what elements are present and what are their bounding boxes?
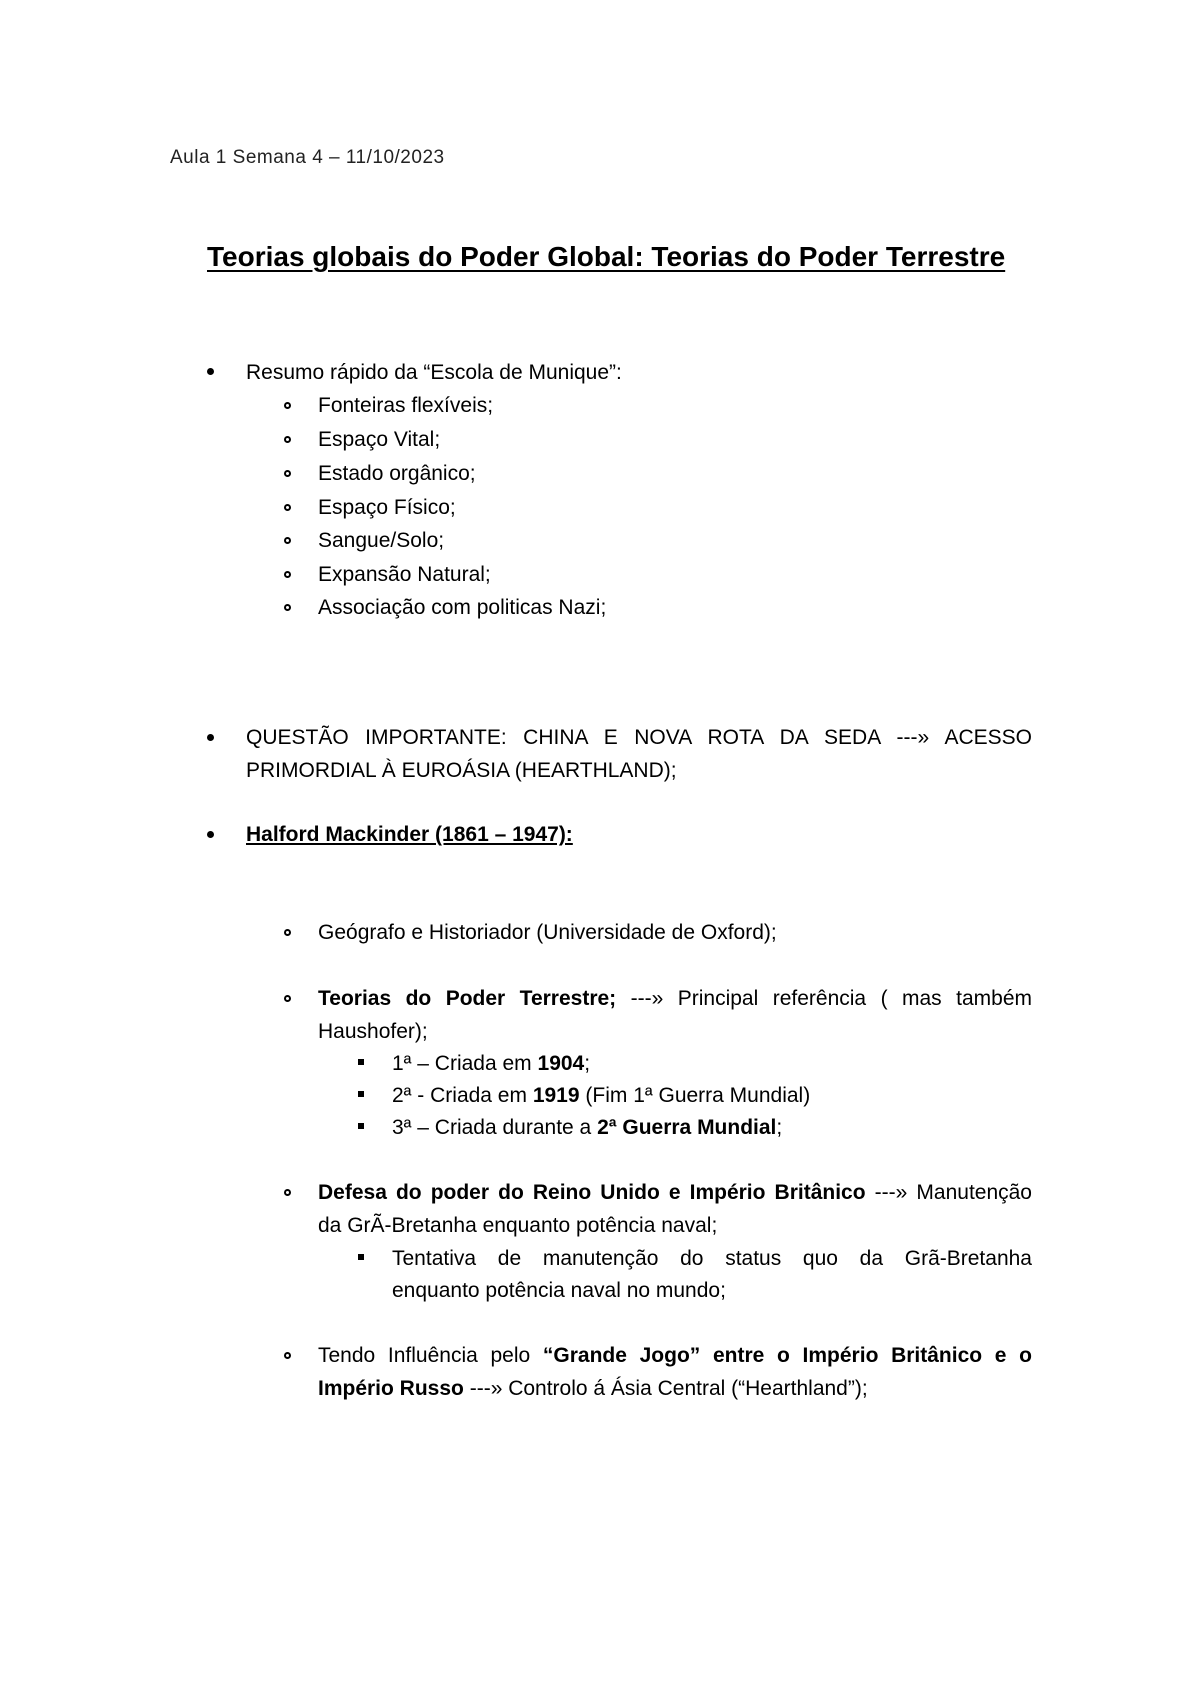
- bullet-circle: [284, 604, 291, 611]
- sub-item: [392, 1085, 810, 1106]
- sub-item-continuation: enquanto potência naval no mundo;: [392, 1279, 726, 1302]
- header-note: Aula 1 Semana 4 – 11/10/2023: [170, 147, 445, 168]
- bullet-disc: [207, 831, 214, 838]
- list-item: [318, 988, 1032, 1009]
- bullet-circle: [284, 470, 291, 477]
- sub-item-text: ;: [584, 1052, 591, 1075]
- item-text: ---» Manutenção: [865, 1181, 1032, 1204]
- bullet-disc: [207, 368, 214, 375]
- list-item: Sangue/Solo;: [318, 529, 445, 552]
- list-item: Espaço Físico;: [318, 496, 456, 519]
- item-bold-text: Defesa do poder do Reino Unido e Império Britânico: [318, 1181, 866, 1204]
- sub-item-bold: 2ª Guerra Mundial: [597, 1116, 777, 1139]
- list-item: [318, 1345, 1032, 1366]
- bullet-circle: [284, 436, 291, 443]
- sub-item-text: (Fim 1ª Guerra Mundial): [579, 1084, 811, 1107]
- item-continuation: da GrÃ-Bretanha enquanto potência naval;: [318, 1214, 718, 1237]
- bullet-circle: [284, 504, 291, 511]
- bullet-circle: [284, 537, 291, 544]
- sub-item-text: ;: [776, 1116, 783, 1139]
- item-text: ---» Controlo á Ásia Central (“Hearthland”);: [463, 1377, 868, 1400]
- bullet-square: [358, 1091, 364, 1097]
- list-item: Estado orgânico;: [318, 462, 476, 485]
- sub-item-text: 1ª – Criada em: [392, 1052, 538, 1075]
- list-item: [318, 1182, 1032, 1203]
- section2-line2: PRIMORDIAL À EUROÁSIA (HEARTHLAND);: [246, 759, 677, 782]
- item-bold-text: Teorias do Poder Terrestre;: [318, 987, 617, 1010]
- bullet-circle: [284, 995, 291, 1002]
- list-item: Associação com politicas Nazi;: [318, 596, 607, 619]
- list-item: Espaço Vital;: [318, 428, 441, 451]
- section1-label: Resumo rápido da “Escola de Munique”:: [246, 361, 622, 384]
- bullet-circle: [284, 571, 291, 578]
- bullet-disc: [207, 734, 214, 741]
- sub-item-bold: 1904: [537, 1052, 585, 1075]
- item-continuation: [318, 1378, 868, 1399]
- section2-line1: QUESTÃO IMPORTANTE: CHINA E NOVA ROTA DA SEDA ---» ACESSO: [246, 726, 1032, 749]
- bullet-circle: [284, 929, 291, 936]
- section3-heading: Halford Mackinder (1861 – 1947):: [246, 823, 573, 846]
- item-continuation: Haushofer);: [318, 1020, 428, 1043]
- sub-item-text: 3ª – Criada durante a: [392, 1116, 598, 1139]
- bullet-square: [358, 1254, 364, 1260]
- bullet-circle: [284, 402, 291, 409]
- item-bold-text: Império Russo: [318, 1377, 464, 1400]
- sub-item: [392, 1117, 782, 1138]
- list-item: Fonteiras flexíveis;: [318, 394, 494, 417]
- bullet-square: [358, 1059, 364, 1065]
- item-text: Tendo Influência pelo: [318, 1344, 543, 1367]
- sub-item: Tentativa de manutenção do status quo da Grã-Bretanha: [392, 1247, 1032, 1270]
- item-bold-text: “Grande Jogo” entre o Império Britânico e o: [542, 1344, 1032, 1367]
- item-text: ---» Principal referência ( mas também: [616, 987, 1032, 1010]
- list-item: Geógrafo e Historiador (Universidade de Oxford);: [318, 921, 777, 944]
- sub-item-text: 2ª - Criada em: [392, 1084, 533, 1107]
- list-item: Expansão Natural;: [318, 563, 491, 586]
- page-title: Teorias globais do Poder Global: Teorias do Poder Terrestre: [207, 241, 1006, 272]
- bullet-square: [358, 1123, 364, 1129]
- sub-item: [392, 1053, 590, 1074]
- bullet-circle: [284, 1352, 291, 1359]
- bullet-circle: [284, 1189, 291, 1196]
- sub-item-bold: 1919: [532, 1084, 580, 1107]
